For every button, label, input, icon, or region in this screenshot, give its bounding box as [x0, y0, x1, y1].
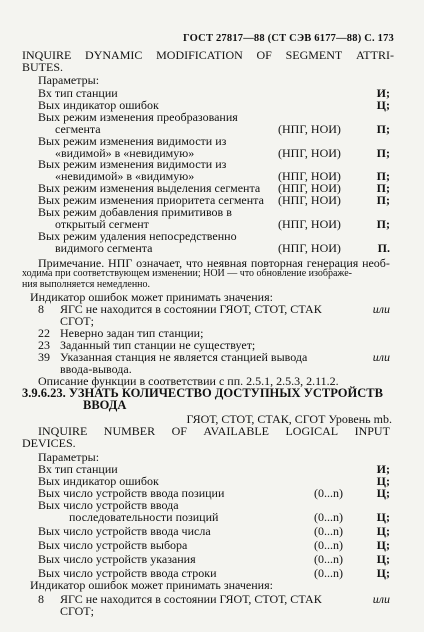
error-or: или — [372, 592, 390, 606]
section-number: 3.9.6.23. — [22, 386, 66, 400]
param-row — [38, 242, 390, 255]
param-label: Вых режим изменения видимости из — [38, 157, 227, 171]
section-title-ru: УЗНАТЬ КОЛИЧЕСТВО ДОСТУПНЫХ УСТРОЙСТВ — [68, 386, 383, 400]
title-word: INPUT — [354, 424, 390, 438]
param-label: Вых число устройств ввода числа — [38, 524, 211, 538]
param-label: Вых индикатор ошибок — [38, 474, 159, 488]
param-range: (0...n) — [314, 552, 343, 566]
param-label: Вых режим изменения видимости из — [38, 134, 227, 148]
param-type: Ц; — [376, 524, 390, 538]
note-word: неявная — [206, 256, 248, 270]
note-line2: ходима при соответствующем изменении; НОИ — что обновление изображе- — [22, 268, 352, 279]
param-type: П; — [376, 217, 390, 231]
param-type: Ц; — [376, 566, 390, 580]
section1-title-line2: BUTES. — [22, 60, 64, 74]
note-line3: ния выполняется немедленно. — [22, 279, 151, 290]
param-type: И; — [376, 86, 390, 100]
param-label: Вых режим изменения выделения сегмента — [38, 181, 261, 195]
param-label: Вых число устройств указания — [38, 552, 196, 566]
error-text: Неверно задан тип станции; — [60, 326, 204, 340]
param-label: Вых режим изменения преобразования — [38, 110, 238, 124]
note-word: означает, — [136, 256, 183, 270]
param-mode: (НПГ, НОИ) — [278, 169, 341, 183]
error-or: или — [372, 302, 390, 316]
page-header: ГОСТ 27817—88 (СТ СЭВ 6177—88) С. 173 — [183, 33, 394, 44]
param-label: Вых индикатор ошибок — [38, 98, 159, 112]
param-type: П; — [376, 146, 390, 160]
section2-title-cont: ВВОДА — [83, 398, 127, 412]
function-refs: Описание функции в соответствии с пп. 2.5.1, 2.5.3, 2.11.2. — [38, 374, 339, 388]
section1-title-line1 — [22, 49, 394, 62]
title-word: SEGMENT — [285, 48, 343, 62]
title-word: LOGICAL — [285, 424, 339, 438]
error-code: 23 — [38, 338, 50, 352]
error-text: Указанная станция не является станцией вывода — [60, 350, 308, 364]
param-label-cont: последовательности позиций — [69, 510, 219, 524]
param-type: Ц; — [376, 510, 390, 524]
param-row — [38, 553, 390, 566]
param-range: (0...n) — [314, 524, 343, 538]
param-type: Ц; — [376, 552, 390, 566]
param-type: П; — [376, 193, 390, 207]
param-range: (0...n) — [314, 486, 343, 500]
param-mode: (НПГ, НОИ) — [278, 122, 341, 136]
title-word: ATTRI- — [355, 48, 394, 62]
param-mode: (НПГ, НОИ) — [278, 146, 341, 160]
note-word: Примечание. — [38, 256, 105, 270]
param-mode: (НПГ, НОИ) — [278, 181, 341, 195]
section2-level: ГЯОТ, СТОТ, СТАК, СГОТ Уровень mb. — [186, 412, 392, 426]
error-code: 8 — [38, 302, 44, 316]
param-type: П; — [376, 181, 390, 195]
param-mode: (НПГ, НОИ) — [278, 217, 341, 231]
param-type: Ц; — [376, 538, 390, 552]
param-range: (0...n) — [314, 566, 343, 580]
param-label: Вых число устройств ввода — [38, 498, 179, 512]
title-word: INQUIRE — [38, 424, 88, 438]
note-word: что — [185, 256, 204, 270]
note-word: НПГ — [108, 256, 133, 270]
param-label: Вых режим изменения приоритета сегмента — [38, 193, 264, 207]
error-text: ЯГС не находится в состоянии ГЯОТ, СТОТ, СТАК — [60, 592, 322, 606]
title-word: OF — [171, 424, 187, 438]
param-label-cont: видимого сегмента — [55, 241, 153, 255]
param-range: (0...n) — [314, 510, 343, 524]
param-label-cont: «видимой» в «невидимую» — [55, 146, 195, 160]
title-word: OF — [256, 48, 272, 62]
error-or: или — [372, 350, 390, 364]
error-code: 39 — [38, 350, 50, 364]
param-type: П. — [377, 241, 390, 255]
title-word: NUMBER — [103, 424, 156, 438]
error-text: Заданный тип станции не существует; — [60, 338, 256, 352]
error-code: 22 — [38, 326, 50, 340]
param-type: Ц; — [376, 98, 390, 112]
param-row — [38, 525, 390, 538]
error-text: ЯГС не находится в состоянии ГЯОТ, СТОТ, СТАК — [60, 302, 322, 316]
param-type: П; — [376, 169, 390, 183]
param-row — [38, 539, 390, 552]
param-type: Ц; — [376, 486, 390, 500]
param-label: Вых режим добавления примитивов в — [38, 205, 232, 219]
param-label: Вх тип станции — [38, 462, 118, 476]
note-word: необ- — [362, 256, 390, 270]
param-label-cont: «невидимой» в «видимую» — [55, 169, 195, 183]
section2-heading — [22, 387, 383, 400]
title-word: AVAILABLE — [203, 424, 269, 438]
param-mode: (НПГ, НОИ) — [278, 193, 341, 207]
param-label: Вых режим удаления непосредственно — [38, 229, 237, 243]
param-mode: (НПГ, НОИ) — [278, 241, 341, 255]
section2-title-en — [38, 425, 390, 438]
error-code: 8 — [38, 592, 44, 606]
errors-intro: Индикатор ошибок может принимать значения: — [30, 578, 273, 592]
param-type: Ц; — [376, 474, 390, 488]
param-row — [38, 511, 390, 524]
param-label: Вых число устройств ввода строки — [38, 566, 217, 580]
title-word: INQUIRE — [22, 48, 72, 62]
param-label: Вх тип станции — [38, 86, 118, 100]
section2-title-en-cont: DEVICES. — [22, 436, 76, 450]
section2-params-label: Параметры: — [38, 450, 100, 464]
param-range: (0...n) — [314, 538, 343, 552]
note-word: повторная — [250, 256, 303, 270]
param-type: И; — [376, 462, 390, 476]
title-word: MODIFICATION — [156, 48, 243, 62]
error-text-cont: СГОТ; — [60, 604, 94, 618]
errors-intro: Индикатор ошибок может принимать значения: — [30, 290, 273, 304]
section1-params-label: Параметры: — [38, 73, 100, 87]
param-label-cont: сегмента — [55, 122, 101, 136]
note-word: генерация — [306, 256, 359, 270]
error-text-cont: ввода-вывода. — [60, 362, 132, 376]
title-word: DYNAMIC — [85, 48, 143, 62]
param-type: П; — [376, 122, 390, 136]
error-text-cont: СГОТ; — [60, 314, 94, 328]
param-label-cont: открытый сегмент — [55, 217, 149, 231]
param-label: Вых число устройств выбора — [38, 538, 188, 552]
param-label: Вых число устройств ввода позиции — [38, 486, 225, 500]
